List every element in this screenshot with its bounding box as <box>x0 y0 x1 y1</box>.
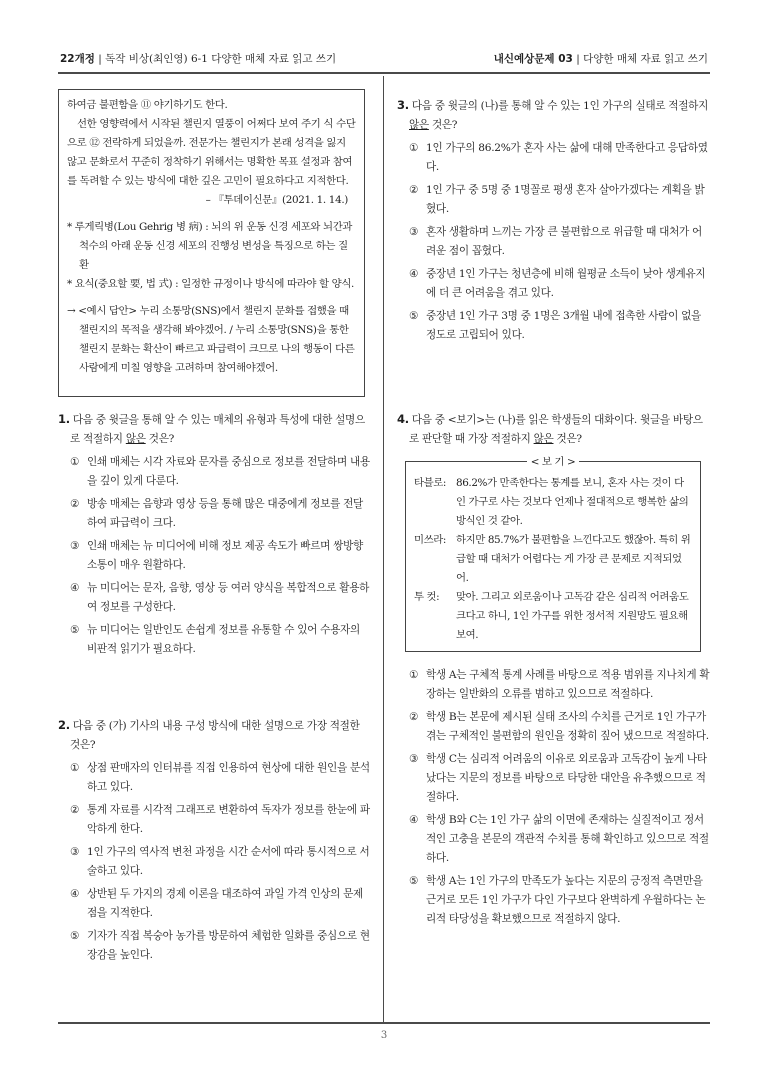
question-3 <box>397 96 711 349</box>
option[interactable]: ③ 1인 가구의 역사적 변천 과정을 시간 순서에 따라 통시적으로 서술하고 있다. <box>70 846 370 877</box>
footer-rule <box>58 1022 710 1024</box>
question-3-number: 3. <box>397 98 409 112</box>
dialogue-line: 타블로: 86.2%가 만족한다는 통계를 보니, 혼자 사는 것이 다인 가구로 사는 것보다 언제나 절대적으로 행복한 삶의 방식인 것 같아. <box>414 474 692 531</box>
option[interactable]: ⑤ 기자가 직접 복숭아 농가를 방문하여 체험한 일화를 중심으로 현장감을 높인다. <box>70 930 370 961</box>
question-2-number: 2. <box>58 718 70 732</box>
header-right-text: | 다양한 매체 자료 읽고 쓰기 <box>576 53 708 65</box>
header-exam-title: 내신예상문제 03 <box>493 53 573 65</box>
footnote-yosik: * 요식(중요할 要, 법 式) : 일정한 규정이나 방식에 따라야 할 양식. <box>67 278 354 290</box>
question-2 <box>58 716 370 969</box>
option[interactable]: ② 1인 가구 중 5명 중 1명꼴로 평생 혼자 살아가겠다는 계획을 밝혔다. <box>409 184 705 215</box>
speaker: 미쓰라: <box>414 534 447 546</box>
option[interactable]: ⑤ 중장년 1인 가구 3명 중 1명은 3개월 내에 접촉한 사람이 없을 정도로 고립되어 있다. <box>409 310 701 341</box>
option[interactable]: ⑤ 학생 A는 1인 가구의 만족도가 높다는 지문의 긍정적 측면만을 근거로 모든 1인 가구가 다인 가구보다 완벽하게 우월하다는 논리적 타당성을 확보했으므로 적절하지 않다. <box>409 875 706 925</box>
option[interactable]: ① 학생 A는 구체적 통계 사례를 바탕으로 적용 범위를 지나치게 확장하는 일반화의 오류를 범하고 있으므로 적절하다. <box>409 669 710 700</box>
speaker: 타블로: <box>414 477 447 489</box>
option[interactable]: ④ 뉴 미디어는 문자, 음향, 영상 등 여러 양식을 복합적으로 활용하여 정보를 구성한다. <box>70 582 370 613</box>
header-right <box>494 51 708 66</box>
option[interactable]: ② 방송 매체는 음향과 영상 등을 통해 많은 대중에게 정보를 전달하여 파급력이 크다. <box>70 498 363 529</box>
option[interactable]: ① 인쇄 매체는 시각 자료와 문자를 중심으로 정보를 전달하며 내용을 깊이 있게 다룬다. <box>70 456 370 487</box>
option[interactable]: ③ 혼자 생활하며 느끼는 가장 큰 불편함으로 위급할 때 대처가 어려운 점이 꼽혔다. <box>409 226 702 257</box>
question-1-number: 1. <box>58 412 70 426</box>
header-rule <box>58 72 710 74</box>
question-4-options <box>397 666 711 929</box>
passage-box <box>58 89 365 397</box>
column-divider <box>383 76 384 1022</box>
option[interactable]: ① 1인 가구의 86.2%가 혼자 사는 삶에 대해 만족한다고 응답하였다. <box>409 142 708 173</box>
question-4 <box>397 410 711 933</box>
option[interactable]: ④ 중장년 1인 가구는 청년층에 비해 월평균 소득이 낮아 생계유지에 더 큰 어려움을 겪고 있다. <box>409 268 706 299</box>
question-1-options <box>58 453 370 659</box>
question-4-number: 4. <box>397 412 409 426</box>
question-3-stem: 3. 다음 중 윗글의 (나)를 통해 알 수 있는 1인 가구의 실태로 적절하지 않은 것은? <box>397 98 709 131</box>
option[interactable]: ④ 학생 B와 C는 1인 가구 삶의 이면에 존재하는 실질적이고 정서적인 고충을 본문의 객관적 수치를 통해 확인하고 있으므로 적절하다. <box>409 814 709 864</box>
option[interactable]: ⑤ 뉴 미디어는 일반인도 손쉽게 정보를 유통할 수 있어 수용자의 비판적 읽기가 필요하다. <box>70 624 360 655</box>
speaker: 투 컷: <box>414 591 440 603</box>
question-1-stem: 1. 다음 중 윗글을 통해 알 수 있는 매체의 유형과 특성에 대한 설명으로 적절하지 않은 것은? <box>58 412 365 445</box>
passage-source: – 『투데이신문』(2021. 1. 14.) <box>205 194 348 206</box>
option[interactable]: ③ 학생 C는 심리적 어려움의 이유로 외로움과 고독감이 높게 나타났다는 지문의 정보를 바탕으로 타당한 대안을 유추했으므로 적절하다. <box>409 753 707 803</box>
header-left-text: | 독작 비상(최인영) 6-1 다양한 매체 자료 읽고 쓰기 <box>98 53 337 65</box>
footnote-lou-gehrig: * 루게릭병(Lou Gehrig 병 病) : 뇌의 위 운동 신경 세포와 뇌간과 척수의 아래 운동 신경 세포의 진행성 변성을 특징으로 하는 질환 <box>67 221 353 271</box>
header-edition: 22개정 <box>60 53 95 65</box>
option[interactable]: ② 학생 B는 본문에 제시된 실태 조사의 수치를 근거로 1인 가구가 겪는 구체적인 불편함의 원인을 정확히 짚어 냈으므로 적절하다. <box>409 711 709 742</box>
option[interactable]: ① 상점 판매자의 인터뷰를 직접 인용하여 현상에 대한 원인을 분석하고 있다. <box>70 762 370 793</box>
page-number: 3 <box>380 1030 388 1041</box>
question-1 <box>58 410 370 663</box>
example-answer: → <예시 답안> 누리 소통망(SNS)에서 챌린지 문화를 접했을 때 챌린지의 목적을 생각해 봐야겠어. / 누리 소통망(SNS)을 통한 챌린지 문화는 확산이 빠르고 파급력이 크므로 나의 행동이 다른 사람에게 미칠 영향을 고려하며 참여해야겠어. <box>67 305 355 374</box>
passage-line: 하여금 불편함을 ⑪ 야기하기도 한다. <box>67 99 228 111</box>
question-3-options <box>397 139 711 345</box>
option[interactable]: ③ 인쇄 매체는 뉴 미디어에 비해 정보 제공 속도가 빠르며 쌍방향 소통이 매우 원활하다. <box>70 540 363 571</box>
question-4-stem: 4. 다음 중 <보기>는 (나)를 읽은 학생들의 대화이다. 윗글을 바탕으로 판단할 때 가장 적절하지 않은 것은? <box>397 412 703 445</box>
bogi-box <box>405 456 701 652</box>
question-2-options <box>58 759 370 965</box>
bogi-title: < 보 기 > <box>406 453 700 472</box>
question-2-stem: 2. 다음 중 (가) 기사의 내용 구성 방식에 대한 설명으로 가장 적절한 것은? <box>58 718 360 751</box>
header-left <box>60 51 336 66</box>
dialogue-line: 투 컷: 맞아. 그리고 외로움이나 고독감 같은 심리적 어려움도 크다고 하니, 1인 가구를 위한 정서적 지원망도 필요해 보여. <box>414 588 692 645</box>
option[interactable]: ④ 상반된 두 가지의 경제 이론을 대조하여 과일 가격 인상의 문제점을 지적한다. <box>70 888 363 919</box>
dialogue-line: 미쓰라: 하지만 85.7%가 불편함을 느낀다고도 했잖아. 특히 위급할 때 대처가 어렵다는 게 가장 큰 문제로 지적되었어. <box>414 531 692 588</box>
option[interactable]: ② 통계 자료를 시각적 그래프로 변환하여 독자가 정보를 한눈에 파악하게 한다. <box>70 804 370 835</box>
passage-paragraph: 선한 영향력에서 시작된 챌린지 열풍이 어쩌다 보여 주기 식 수단으로 ⑫ 전락하게 되었을까. 전문가는 챌린지가 본래 성격을 잃지 않고 문화로서 꾸준히 정착하기 위해서는 명확한 목표 설정과 참여를 독려할 수 있는 방식에 대한 깊은 고민이 필요하다고 지적한다. <box>67 118 356 187</box>
